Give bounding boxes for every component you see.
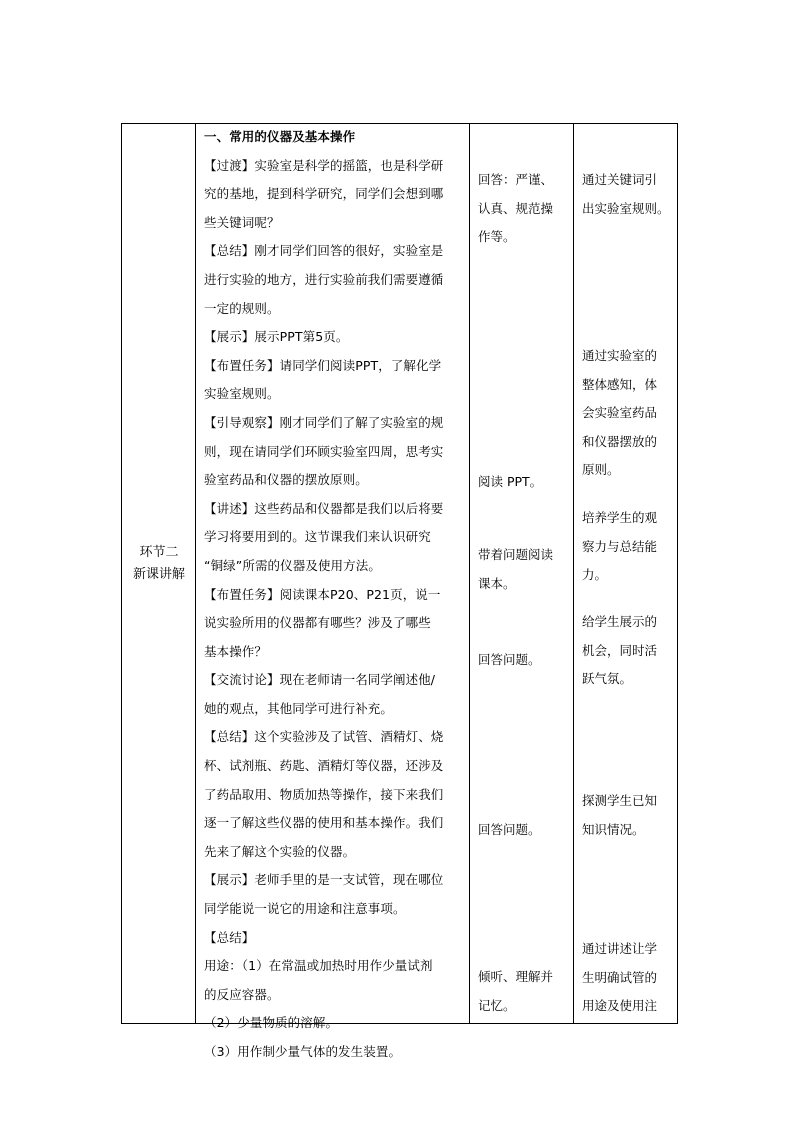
teacher-line: 【展示】展示PPT第5页。 xyxy=(204,329,349,345)
teacher-line: 基本操作？ xyxy=(204,643,268,659)
student-block xyxy=(478,646,571,675)
teacher-line: 【引导观察】刚才同学们了解了实验室的规 xyxy=(204,414,444,430)
stage-line: 新课讲解 xyxy=(132,567,185,582)
intent-line: 机会，同时活 xyxy=(582,642,658,658)
intent-block xyxy=(582,342,677,485)
teacher-line: 【总结】刚才同学们回答的很好，实验室是 xyxy=(204,243,444,259)
intent-line: 用途及使用注 xyxy=(582,998,658,1014)
student-line: 回答问题。 xyxy=(478,822,541,837)
teacher-line: 杯、试剂瓶、药匙、酒精灯等仪器，还涉及 xyxy=(204,758,444,774)
teacher-line: 实验室规则。 xyxy=(204,386,280,402)
intent-line: 整体感知，体 xyxy=(582,376,658,392)
intent-line: 跃气氛。 xyxy=(582,671,633,687)
teacher-line: 【展示】老师手里的是一支试管，现在哪位 xyxy=(204,872,444,888)
student-line: 认真、规范操 xyxy=(478,200,554,216)
student-activity-column xyxy=(470,124,574,1023)
stage-label xyxy=(122,542,196,586)
teacher-line: 了药品取用、物质加热等操作，接下来我们 xyxy=(204,786,444,802)
teacher-line: 一、常用的仪器及基本操作 xyxy=(204,129,356,144)
intent-line: 力。 xyxy=(582,567,608,583)
teacher-activity-column xyxy=(196,124,470,1059)
student-line: 记忆。 xyxy=(478,997,516,1013)
intent-line: 生明确试管的 xyxy=(582,969,658,985)
teacher-line: 【讲述】这些药品和仪器都是我们以后将要 xyxy=(204,500,444,516)
teacher-line: 学习将要用到的。这节课我们来认识研究 xyxy=(204,529,431,545)
teacher-line: 【布置任务】请同学们阅读PPT，了解化学 xyxy=(204,357,442,373)
intent-block xyxy=(582,166,677,223)
teacher-line: （2）少量物质的溶解。 xyxy=(204,1015,339,1031)
teacher-line: 【过渡】实验室是科学的摇篮，也是科学研 xyxy=(204,157,444,173)
lesson-plan-table xyxy=(121,123,678,1059)
intent-block xyxy=(582,787,677,844)
intent-block xyxy=(582,504,677,590)
student-block xyxy=(478,963,571,1020)
intent-line: 会实验室药品 xyxy=(582,405,658,421)
student-block xyxy=(478,541,571,598)
teacher-line: 则，现在请同学们环顾实验室四周，思考实 xyxy=(204,443,444,459)
student-line: 带着问题阅读 xyxy=(478,547,554,562)
teacher-line: 逐一了解这些仪器的使用和基本操作。我们 xyxy=(204,815,444,831)
student-line: 倾听、理解并 xyxy=(478,969,554,984)
teacher-line: 些关键词呢？ xyxy=(204,214,280,230)
student-line: 作等。 xyxy=(478,229,516,245)
intent-line: 给学生展示的 xyxy=(582,614,658,629)
teacher-line: 同学能说一说它的用途和注意事项。 xyxy=(204,901,406,917)
teacher-line: （3）用作制少量气体的发生装置。 xyxy=(204,1044,402,1059)
student-line: 阅读 PPT。 xyxy=(478,474,543,489)
teacher-line: 一定的规则。 xyxy=(204,300,280,316)
student-line: 回答问题。 xyxy=(478,652,541,667)
student-block xyxy=(478,816,571,845)
intent-line: 和仪器摆放的 xyxy=(582,433,658,449)
teacher-activity-text xyxy=(204,123,465,1067)
intent-line: 探测学生已知 xyxy=(582,793,658,808)
design-intent-column xyxy=(574,124,679,1023)
teacher-line: 的反应容器。 xyxy=(204,986,280,1002)
intent-line: 通过关键词引 xyxy=(582,172,658,187)
teacher-line: 【总结】这个实验涉及了试管、酒精灯、烧 xyxy=(204,729,444,745)
student-block xyxy=(478,166,571,252)
teacher-line: 【交流讨论】现在老师请一名同学阐述他/ xyxy=(204,672,436,688)
teacher-line: 她的观点，其他同学可进行补充。 xyxy=(204,700,394,716)
teacher-line: 验室药品和仪器的摆放原则。 xyxy=(204,472,368,488)
teacher-line: 【总结】 xyxy=(204,929,255,945)
intent-block xyxy=(582,608,677,694)
intent-line: 通过讲述让学 xyxy=(582,941,658,956)
teacher-line: 先来了解这个实验的仪器。 xyxy=(204,843,356,859)
teacher-line: 究的基地，提到科学研究，同学们会想到哪 xyxy=(204,186,444,202)
intent-line: 原则。 xyxy=(582,462,620,478)
intent-line: 出实验室规则。 xyxy=(582,200,670,216)
stage-column xyxy=(122,124,196,1023)
student-line: 回答：严谨、 xyxy=(478,172,554,187)
intent-line: 通过实验室的 xyxy=(582,348,658,363)
intent-block xyxy=(582,935,677,1021)
intent-line: 知识情况。 xyxy=(582,821,645,837)
student-line: 课本。 xyxy=(478,575,516,591)
teacher-line: “铜绿”所需的仪器及使用方法。 xyxy=(204,557,381,573)
student-block xyxy=(478,468,571,497)
teacher-line: 用途：（1）在常温或加热时用作少量试剂 xyxy=(204,958,433,974)
stage-line: 环节二 xyxy=(139,545,179,560)
teacher-line: 【布置任务】阅读课本P20、P21页，说一 xyxy=(204,586,441,602)
intent-line: 培养学生的观 xyxy=(582,510,658,525)
teacher-line: 进行实验的地方，进行实验前我们需要遵循 xyxy=(204,271,444,287)
intent-line: 察力与总结能 xyxy=(582,538,658,554)
teacher-line: 说实验所用的仪器都有哪些？涉及了哪些 xyxy=(204,615,431,631)
